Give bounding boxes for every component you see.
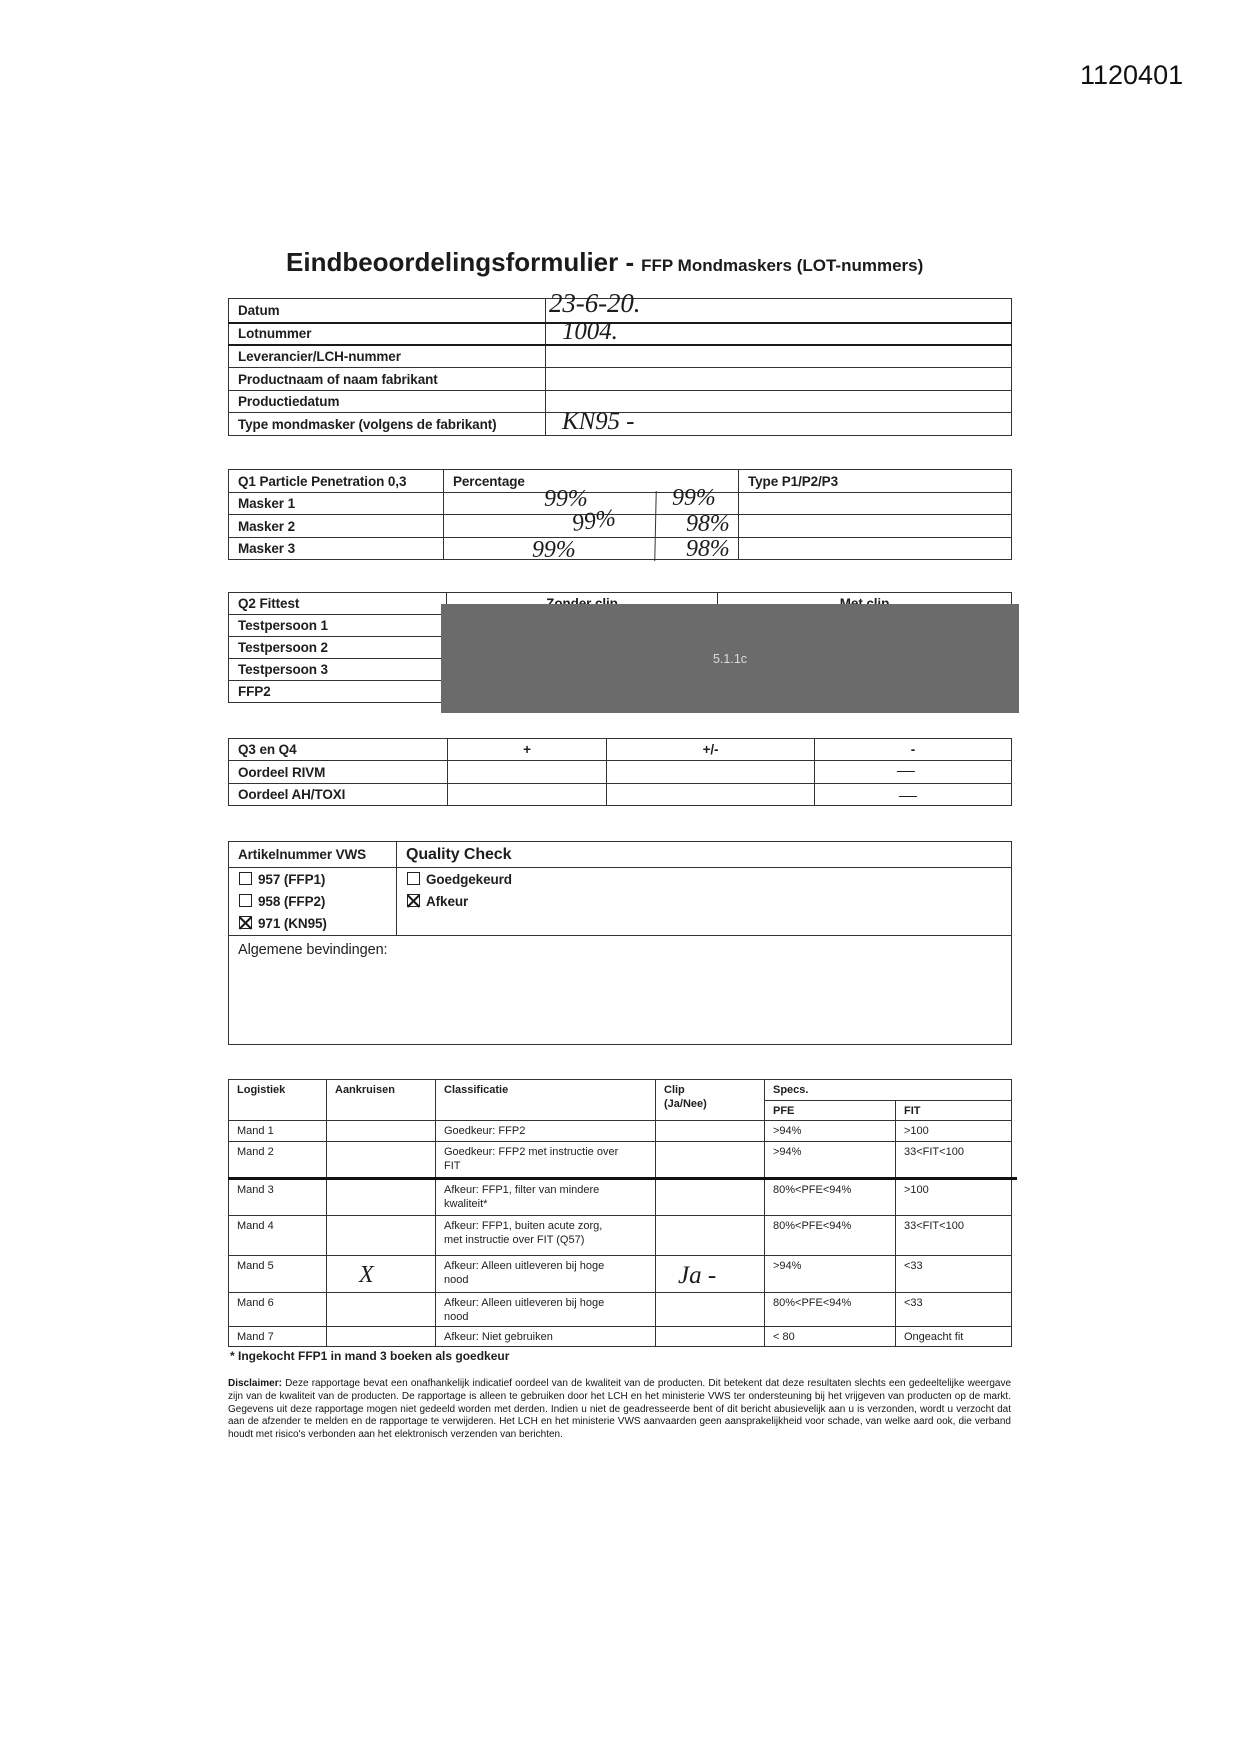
quality-check-header: Quality Check (397, 842, 1012, 868)
info-value-leverancier (546, 345, 1012, 368)
logistics-row-mand-7 (229, 1327, 1012, 1347)
fit-cell: <33 (896, 1293, 1012, 1327)
checkbox-icon (407, 872, 420, 885)
quality-option-label: Goedgekeurd (426, 872, 512, 887)
handwritten-percentage: 99% (532, 537, 576, 563)
handwritten-percentage: 98% (686, 511, 730, 537)
separator-line (1010, 1177, 1017, 1180)
q2-row-label: Testpersoon 2 (229, 637, 447, 659)
logistics-row-mand-4 (229, 1216, 1012, 1256)
findings-label: Algemene bevindingen: (229, 936, 1012, 1045)
article-quality-options-row (229, 868, 1012, 936)
handwritten-mask-type: KN95 - (562, 408, 635, 435)
logistics-header-classificatie: Classificatie (436, 1080, 656, 1121)
mark-cell (327, 1216, 436, 1256)
info-label-leverancier: Leverancier/LCH-nummer (229, 345, 546, 368)
document-number: 1120401 (1080, 60, 1184, 90)
disclaimer-text: Deze rapportage bevat een onafhankelijk indicatief oordeel van de kwaliteit van de producten. Dit betekent dat deze resultaten slechts een gedeeltelijke weergave zijn van de kwaliteit van de producten. De rapportage is alleen te gebruiken door het LCH en het ministerie VWS ter ondersteuning bij het vrijgeven van producten op de markt. Gegevens uit deze rapportage mogen niet gedeeld worden met derden. Indien u niet de geadresseerde bent of dit bericht abusievelijk aan u is verzonden, wordt u verzocht dat aan de afzender te melden en de rapportage te verwijderen. Het LCH en het ministerie VWS aanvaarden geen aansprakelijkheid voor schade, van welke aard ook, die verband houdt met risico's verbonden aan het elektronisch verzenden van berichten. (228, 1378, 1012, 1441)
pfe-cell: 80%<PFE<94% (765, 1179, 896, 1216)
info-value-type (546, 408, 1012, 436)
q1-type-cell (739, 493, 1012, 515)
handwritten-percentage: 98% (686, 536, 730, 562)
mark-cell (327, 1179, 436, 1216)
logistics-table (228, 1079, 1012, 1347)
info-row-leverancier (229, 345, 1012, 368)
quality-option-goedgekeurd (407, 869, 1011, 891)
logistics-header-clip-line: Clip (664, 1084, 685, 1096)
product-info-table (228, 288, 1012, 436)
article-option-label: 971 (KN95) (258, 916, 327, 931)
pfe-cell: >94% (765, 1142, 896, 1179)
q1-percentage-cell (444, 505, 739, 538)
mark-cell (327, 1142, 436, 1179)
info-label-productiedatum: Productiedatum (229, 391, 546, 413)
handwritten-dash: — (897, 759, 915, 781)
classification-line: kwaliteit* (444, 1198, 488, 1210)
q3q4-row-label: Oordeel AH/TOXI (229, 784, 448, 806)
info-row-lotnummer (229, 323, 1012, 345)
logistics-row-mand-3 (229, 1179, 1012, 1216)
q1-type-header: Type P1/P2/P3 (739, 470, 1012, 493)
classification-cell (436, 1179, 656, 1216)
clip-cell (656, 1121, 765, 1142)
pfe-cell: >94% (765, 1256, 896, 1293)
checkbox-icon (239, 872, 252, 885)
logistics-header-specs: Specs. (765, 1080, 1012, 1101)
clip-cell (656, 1179, 765, 1216)
fit-cell: >100 (896, 1179, 1012, 1216)
clip-cell (656, 1142, 765, 1179)
classification-line: nood (444, 1274, 469, 1286)
classification-line: Afkeur: Niet gebruiken (444, 1331, 553, 1343)
handwritten-cross-mark: X (359, 1262, 374, 1288)
logistics-header-pfe: PFE (765, 1101, 896, 1121)
info-row-datum (229, 299, 1012, 323)
logistics-header-logistiek: Logistiek (229, 1080, 327, 1121)
mand-label: Mand 3 (229, 1179, 327, 1216)
quality-option-afkeur (407, 891, 1011, 913)
redaction-box (441, 604, 1019, 713)
classification-line: Afkeur: Alleen uitleveren bij hoge (444, 1297, 605, 1309)
q1-row-masker-3 (229, 538, 1012, 560)
q3q4-row-label: Oordeel RIVM (229, 761, 448, 784)
quality-check-options (397, 868, 1012, 936)
classification-cell (436, 1216, 656, 1256)
info-row-type (229, 413, 1012, 436)
q3q4-neutral-header: +/- (607, 739, 815, 761)
clip-cell (656, 1327, 765, 1347)
article-quality-table (228, 841, 1012, 1045)
classification-line: nood (444, 1311, 469, 1323)
q1-row-label: Masker 2 (229, 515, 444, 538)
checkbox-checked-icon (239, 916, 252, 929)
mark-cell (327, 1256, 436, 1293)
mand-label: Mand 5 (229, 1256, 327, 1293)
handwritten-dash: — (899, 784, 917, 806)
article-quality-header-row (229, 842, 1012, 868)
handwritten-clip-answer: Ja - (678, 1262, 717, 1289)
logistics-row-mand-2 (229, 1142, 1012, 1179)
fit-cell: 33<FIT<100 (896, 1216, 1012, 1256)
redaction-label: 5.1.1c (712, 651, 748, 666)
q3q4-minus-header: - (815, 739, 1012, 761)
q1-type-cell (739, 515, 1012, 538)
logistics-row-mand-1 (229, 1121, 1012, 1142)
logistics-row-mand-5 (229, 1256, 1012, 1293)
classification-line: Goedkeur: FFP2 (444, 1125, 526, 1137)
clip-cell (656, 1216, 765, 1256)
quality-option-label: Afkeur (426, 894, 469, 909)
disclaimer-label: Disclaimer: (228, 1378, 282, 1389)
fit-cell: 33<FIT<100 (896, 1142, 1012, 1179)
classification-cell (436, 1293, 656, 1327)
mand-label: Mand 7 (229, 1327, 327, 1347)
handwritten-date: 23-6-20. (549, 288, 641, 318)
classification-line: Afkeur: FFP1, buiten acute zorg, (444, 1220, 603, 1232)
mand-label: Mand 1 (229, 1121, 327, 1142)
q1-percentage-header: Percentage (444, 470, 739, 493)
mark-cell (327, 1293, 436, 1327)
q3q4-table (228, 738, 1012, 806)
q1-row-masker-1 (229, 493, 1012, 515)
article-option-957 (239, 869, 396, 891)
logistics-header-clip (656, 1080, 765, 1121)
handwritten-percentage: 99% (544, 486, 588, 512)
info-value-lotnummer (546, 317, 1012, 345)
classification-line: met instructie over FIT (Q57) (444, 1234, 585, 1246)
findings-row (229, 936, 1012, 1045)
article-number-header: Artikelnummer VWS (229, 842, 397, 868)
q3q4-row-ah-toxi (229, 784, 1012, 806)
fit-cell: <33 (896, 1256, 1012, 1293)
mand-label: Mand 6 (229, 1293, 327, 1327)
mand-label: Mand 2 (229, 1142, 327, 1179)
q1-header: Q1 Particle Penetration 0,3 (229, 470, 444, 493)
handwritten-percentage: 99% (672, 485, 716, 511)
q3q4-header-row (229, 739, 1012, 761)
classification-cell (436, 1121, 656, 1142)
classification-cell (436, 1256, 656, 1293)
classification-cell (436, 1142, 656, 1179)
pfe-cell: 80%<PFE<94% (765, 1216, 896, 1256)
checkbox-icon (239, 894, 252, 907)
q1-row-masker-2 (229, 515, 1012, 538)
classification-line: Goedkeur: FFP2 met instructie over (444, 1146, 619, 1158)
clip-cell (656, 1293, 765, 1327)
mark-cell (327, 1327, 436, 1347)
pfe-cell: >94% (765, 1121, 896, 1142)
info-value-productnaam (546, 368, 1012, 391)
form-title-main: Eindbeoordelingsformulier - (286, 247, 635, 277)
mark-cell (327, 1121, 436, 1142)
classification-line: Afkeur: Alleen uitleveren bij hoge (444, 1260, 605, 1272)
clip-cell (656, 1256, 765, 1293)
mand-label: Mand 4 (229, 1216, 327, 1256)
info-label-lotnummer: Lotnummer (229, 323, 546, 345)
logistics-header-clip-line: (Ja/Nee) (664, 1098, 707, 1110)
article-number-options (229, 868, 397, 936)
info-row-productnaam (229, 368, 1012, 391)
q3q4-minus-cell (815, 784, 1012, 806)
logistics-header-aankruisen: Aankruisen (327, 1080, 436, 1121)
q2-row-label: Testpersoon 1 (229, 615, 447, 637)
article-option-958 (239, 891, 396, 913)
info-label-type: Type mondmasker (volgens de fabrikant) (229, 413, 546, 436)
article-option-971 (239, 913, 396, 935)
classification-line: FIT (444, 1160, 461, 1172)
logistics-header-row (229, 1080, 1012, 1101)
q1-percentage-cell (444, 536, 739, 563)
fit-cell: >100 (896, 1121, 1012, 1142)
article-option-label: 957 (FFP1) (258, 872, 326, 887)
q2-header: Q2 Fittest (229, 593, 447, 615)
q3q4-minus-cell (815, 761, 1012, 784)
fit-cell: Ongeacht fit (896, 1327, 1012, 1347)
classification-cell (436, 1327, 656, 1347)
info-label-datum: Datum (229, 299, 546, 323)
disclaimer (228, 1378, 1011, 1442)
logistics-header-fit: FIT (896, 1101, 1012, 1121)
q3q4-plus-header: + (448, 739, 607, 761)
q1-header-row (229, 470, 1012, 493)
logistics-row-mand-6 (229, 1293, 1012, 1327)
info-label-productnaam: Productnaam of naam fabrikant (229, 368, 546, 391)
pfe-cell: < 80 (765, 1327, 896, 1347)
handwritten-lotnummer: 1004. (562, 317, 618, 345)
article-option-label: 958 (FFP2) (258, 894, 326, 909)
q1-row-label: Masker 3 (229, 538, 444, 560)
q3q4-header: Q3 en Q4 (229, 739, 448, 761)
q1-particle-table (228, 469, 1012, 563)
q1-type-cell (739, 538, 1012, 560)
footnote: * Ingekocht FFP1 in mand 3 boeken als goedkeur (230, 1349, 510, 1363)
q3q4-row-rivm (229, 761, 1012, 784)
handwritten-percentage: 99% (570, 505, 618, 537)
q2-row-label: Testpersoon 3 (229, 659, 447, 681)
form-title-subtitle: FFP Mondmaskers (LOT-nummers) (641, 256, 924, 275)
q1-row-label: Masker 1 (229, 493, 444, 515)
form-title (286, 247, 923, 282)
pfe-cell: 80%<PFE<94% (765, 1293, 896, 1327)
q2-row-label: FFP2 (229, 681, 447, 703)
classification-line: Afkeur: FFP1, filter van mindere (444, 1184, 600, 1196)
checkbox-checked-icon (407, 894, 420, 907)
